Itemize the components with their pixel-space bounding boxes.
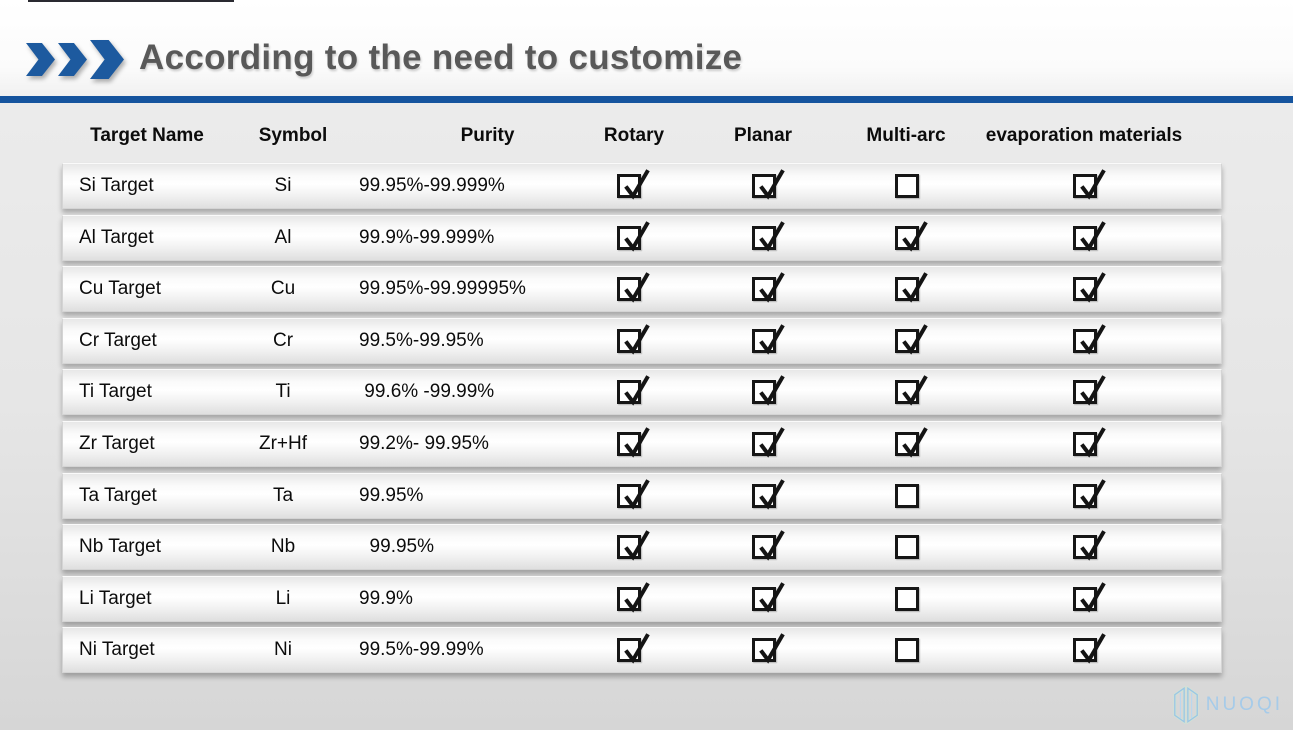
checked-checkbox-multi-arc[interactable] bbox=[895, 329, 919, 353]
cell-evaporation bbox=[976, 587, 1194, 611]
checked-checkbox-planar[interactable] bbox=[752, 587, 776, 611]
cell-evaporation bbox=[976, 380, 1194, 404]
cell-planar bbox=[690, 226, 838, 250]
cell-rotary bbox=[568, 535, 690, 559]
table-row bbox=[62, 627, 1222, 673]
top-edge-strip bbox=[28, 0, 234, 2]
cell-planar bbox=[690, 484, 838, 508]
column-header-planar: Planar bbox=[733, 125, 793, 146]
cell-multi_arc bbox=[838, 380, 976, 404]
table-row bbox=[62, 421, 1222, 467]
table-row bbox=[62, 163, 1222, 209]
cell-symbol: Cr bbox=[272, 329, 294, 351]
cell-purity: 99.6% -99.99% bbox=[359, 381, 495, 403]
cell-evaporation bbox=[976, 535, 1194, 559]
cell-name: Ti Target bbox=[79, 381, 152, 403]
cell-rotary bbox=[568, 484, 690, 508]
cell-rotary bbox=[568, 329, 690, 353]
cell-name: Nb Target bbox=[79, 536, 162, 558]
cell-symbol: Ti bbox=[275, 381, 291, 403]
cell-planar bbox=[690, 174, 838, 198]
checked-checkbox-evaporation[interactable] bbox=[1073, 484, 1097, 508]
checked-checkbox-rotary[interactable] bbox=[617, 432, 641, 456]
cell-planar bbox=[690, 380, 838, 404]
cell-purity: 99.9%-99.999% bbox=[359, 226, 495, 248]
chevron-right-icon bbox=[26, 43, 55, 76]
cell-evaporation bbox=[976, 638, 1194, 662]
cell-symbol: Si bbox=[274, 175, 292, 196]
checked-checkbox-evaporation[interactable] bbox=[1073, 380, 1097, 404]
unchecked-checkbox-multi-arc[interactable] bbox=[895, 587, 919, 611]
checked-checkbox-rotary[interactable] bbox=[617, 638, 641, 662]
cell-multi_arc bbox=[838, 535, 976, 559]
title-divider-rule bbox=[0, 96, 1293, 103]
chevron-right-icon bbox=[90, 40, 124, 79]
table-header-row bbox=[62, 118, 1222, 154]
cell-name: Cu Target bbox=[79, 278, 162, 300]
cell-multi_arc bbox=[838, 277, 976, 301]
cell-rotary bbox=[568, 174, 690, 198]
table-row bbox=[62, 524, 1222, 570]
checked-checkbox-multi-arc[interactable] bbox=[895, 226, 919, 250]
checked-checkbox-planar[interactable] bbox=[752, 484, 776, 508]
cell-planar bbox=[690, 587, 838, 611]
checked-checkbox-planar[interactable] bbox=[752, 432, 776, 456]
triple-chevron-icon bbox=[26, 40, 124, 79]
cell-rotary bbox=[568, 587, 690, 611]
checked-checkbox-evaporation[interactable] bbox=[1073, 587, 1097, 611]
cell-name: Ni Target bbox=[79, 639, 155, 661]
checked-checkbox-evaporation[interactable] bbox=[1073, 535, 1097, 559]
cell-symbol: Nb bbox=[270, 536, 296, 558]
column-header-purity: Purity bbox=[460, 125, 515, 146]
cell-symbol: Ta bbox=[272, 484, 294, 506]
checked-checkbox-evaporation[interactable] bbox=[1073, 638, 1097, 662]
checked-checkbox-rotary[interactable] bbox=[617, 380, 641, 404]
cell-purity: 99.95%-99.99995% bbox=[359, 278, 526, 300]
cell-evaporation bbox=[976, 277, 1194, 301]
unchecked-checkbox-multi-arc[interactable] bbox=[895, 484, 919, 508]
page-title: According to the need to customize bbox=[139, 38, 743, 77]
unchecked-checkbox-multi-arc[interactable] bbox=[895, 174, 919, 198]
cell-evaporation bbox=[976, 174, 1194, 198]
cell-symbol: Ni bbox=[274, 639, 292, 661]
cell-multi_arc bbox=[838, 484, 976, 508]
cell-multi_arc bbox=[838, 329, 976, 353]
table-row bbox=[62, 215, 1222, 261]
checked-checkbox-evaporation[interactable] bbox=[1073, 329, 1097, 353]
chevron-right-icon bbox=[58, 43, 87, 76]
checked-checkbox-planar[interactable] bbox=[752, 277, 776, 301]
cell-planar bbox=[690, 638, 838, 662]
checked-checkbox-evaporation[interactable] bbox=[1073, 226, 1097, 250]
checked-checkbox-multi-arc[interactable] bbox=[895, 277, 919, 301]
cell-symbol: Zr+Hf bbox=[258, 432, 308, 454]
cell-purity: 99.2%- 99.95% bbox=[359, 432, 489, 454]
column-header-multi-arc: Multi-arc bbox=[866, 125, 946, 146]
checked-checkbox-multi-arc[interactable] bbox=[895, 432, 919, 456]
unchecked-checkbox-multi-arc[interactable] bbox=[895, 638, 919, 662]
checked-checkbox-rotary[interactable] bbox=[617, 174, 641, 198]
checked-checkbox-rotary[interactable] bbox=[617, 484, 641, 508]
checked-checkbox-rotary[interactable] bbox=[617, 535, 641, 559]
cell-rotary bbox=[568, 226, 690, 250]
checked-checkbox-planar[interactable] bbox=[752, 535, 776, 559]
column-header-symbol: Symbol bbox=[258, 125, 328, 146]
cell-multi_arc bbox=[838, 587, 976, 611]
checked-checkbox-planar[interactable] bbox=[752, 638, 776, 662]
checked-checkbox-planar[interactable] bbox=[752, 174, 776, 198]
table-row bbox=[62, 576, 1222, 622]
cell-purity: 99.95%-99.999% bbox=[359, 175, 505, 196]
column-header-target-name: Target Name bbox=[90, 125, 204, 146]
cell-purity: 99.95% bbox=[359, 536, 434, 558]
table-row bbox=[62, 266, 1222, 312]
column-header-rotary: Rotary bbox=[603, 125, 665, 146]
cell-purity: 99.95% bbox=[359, 484, 424, 506]
cell-multi_arc bbox=[838, 226, 976, 250]
checked-checkbox-evaporation[interactable] bbox=[1073, 174, 1097, 198]
checked-checkbox-planar[interactable] bbox=[752, 329, 776, 353]
cell-name: Li Target bbox=[79, 587, 152, 609]
cell-name: Si Target bbox=[79, 175, 154, 196]
table-rows bbox=[62, 163, 1222, 673]
checked-checkbox-rotary[interactable] bbox=[617, 277, 641, 301]
checked-checkbox-evaporation[interactable] bbox=[1073, 277, 1097, 301]
cell-planar bbox=[690, 535, 838, 559]
checked-checkbox-rotary[interactable] bbox=[617, 587, 641, 611]
cell-purity: 99.5%-99.99% bbox=[359, 639, 484, 661]
table-row bbox=[62, 473, 1222, 519]
open-book-icon bbox=[1172, 686, 1200, 724]
cell-planar bbox=[690, 277, 838, 301]
logo-wordmark: NUOQI bbox=[1205, 694, 1283, 715]
cell-symbol: Al bbox=[274, 226, 292, 248]
cell-evaporation bbox=[976, 329, 1194, 353]
cell-purity: 99.5%-99.95% bbox=[359, 329, 484, 351]
checked-checkbox-rotary[interactable] bbox=[617, 329, 641, 353]
cell-multi_arc bbox=[838, 432, 976, 456]
cell-symbol: Cu bbox=[270, 278, 296, 300]
column-header-evaporation-materials: evaporation materials bbox=[985, 125, 1183, 146]
cell-name: Ta Target bbox=[79, 484, 157, 506]
cell-rotary bbox=[568, 380, 690, 404]
cell-rotary bbox=[568, 432, 690, 456]
cell-name: Zr Target bbox=[79, 432, 155, 454]
checked-checkbox-planar[interactable] bbox=[752, 226, 776, 250]
cell-planar bbox=[690, 432, 838, 456]
checked-checkbox-multi-arc[interactable] bbox=[895, 380, 919, 404]
cell-name: Cr Target bbox=[79, 329, 157, 351]
cell-evaporation bbox=[976, 484, 1194, 508]
cell-multi_arc bbox=[838, 638, 976, 662]
cell-rotary bbox=[568, 638, 690, 662]
cell-name: Al Target bbox=[79, 226, 154, 248]
cell-purity: 99.9% bbox=[359, 587, 413, 609]
table-row bbox=[62, 369, 1222, 415]
cell-rotary bbox=[568, 277, 690, 301]
checked-checkbox-rotary[interactable] bbox=[617, 226, 641, 250]
company-logo bbox=[1172, 686, 1283, 724]
cell-multi_arc bbox=[838, 174, 976, 198]
checked-checkbox-evaporation[interactable] bbox=[1073, 432, 1097, 456]
cell-evaporation bbox=[976, 226, 1194, 250]
table-row bbox=[62, 318, 1222, 364]
cell-symbol: Li bbox=[275, 587, 291, 609]
checked-checkbox-planar[interactable] bbox=[752, 380, 776, 404]
cell-planar bbox=[690, 329, 838, 353]
unchecked-checkbox-multi-arc[interactable] bbox=[895, 535, 919, 559]
cell-evaporation bbox=[976, 432, 1194, 456]
